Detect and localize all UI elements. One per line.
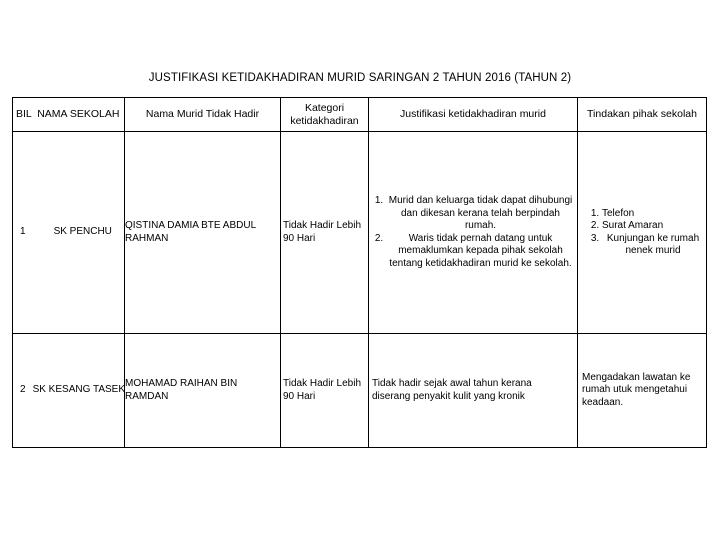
student-name: MOHAMAD RAIHAN BIN RAMDAN: [125, 378, 238, 402]
category-text: Tidak Hadir Lebih 90 Hari: [283, 378, 362, 402]
cell-justification: [369, 334, 578, 448]
cell-student-name: [125, 334, 281, 448]
justification-text: Tidak hadir sejak awal tahun kerana diserang penyakit kulit yang kronik: [372, 378, 532, 402]
bil-number: 1: [20, 226, 26, 238]
school-name: SK PENCHU: [53, 226, 112, 238]
header-row: [13, 98, 707, 132]
list-item: 2. Surat Amaran: [602, 220, 704, 233]
action-list: [586, 208, 704, 258]
cell-action: [578, 334, 707, 448]
list-item: 1. Murid dan keluarga tidak dapat dihubungi dan dikesan kerana telah berpindah rumah.: [386, 195, 575, 233]
cell-action: [578, 132, 707, 334]
school-name: SK KESANG TASEK: [32, 384, 126, 396]
header-justifikasi: Justifikasi ketidakhadiran murid: [369, 98, 578, 132]
cell-category: [281, 334, 369, 448]
header-tindakan: Tindakan pihak sekolah: [578, 98, 707, 132]
student-name: QISTINA DAMIA BTE ABDUL RAHMAN: [125, 220, 256, 244]
document-title: JUSTIFIKASI KETIDAKHADIRAN MURID SARINGAN 2 TAHUN 2016 (TAHUN 2): [148, 72, 572, 84]
list-item: 3. Kunjungan ke rumah nenek murid: [602, 233, 704, 258]
header-bil-nama-sekolah: BIL NAMA SEKOLAH: [13, 98, 125, 132]
justification-table: [12, 97, 707, 448]
cell-justification: [369, 132, 578, 334]
list-item: 2. Waris tidak pernah datang untuk memaklumkan kepada pihak sekolah tentang ketidakhadiran murid ke sekolah.: [386, 233, 575, 271]
list-item: 1. Telefon: [602, 208, 704, 221]
cell-bil-sekolah: [13, 334, 125, 448]
table-row: [13, 132, 707, 334]
cell-bil-sekolah: [13, 132, 125, 334]
bil-number: 2: [20, 384, 26, 396]
action-text: Mengadakan lawatan ke rumah utuk mengetahui keadaan.: [582, 371, 691, 408]
justification-list: [373, 195, 575, 270]
header-nama-murid: Nama Murid Tidak Hadir: [125, 98, 281, 132]
cell-student-name: [125, 132, 281, 334]
table-row: [13, 334, 707, 448]
cell-category: [281, 132, 369, 334]
header-kategori: Kategori ketidakhadiran: [281, 98, 369, 132]
category-text: Tidak Hadir Lebih 90 Hari: [283, 220, 362, 244]
